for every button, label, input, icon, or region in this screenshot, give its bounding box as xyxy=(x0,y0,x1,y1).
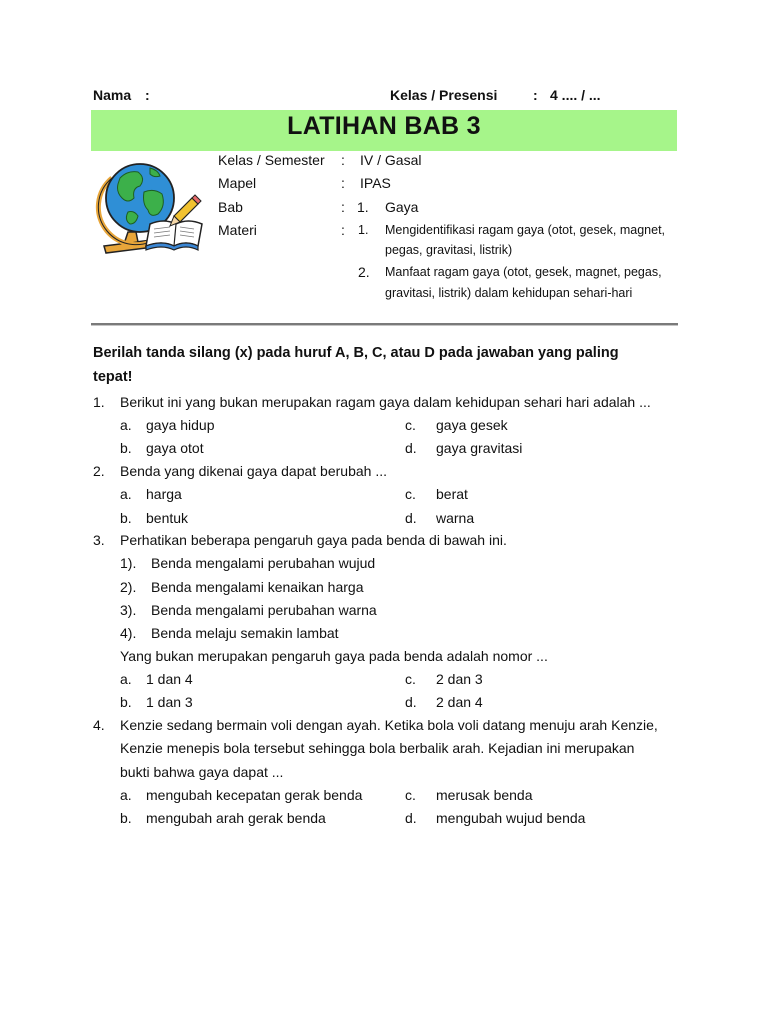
mapel-value: IPAS xyxy=(360,175,391,191)
question-1-number: 1. xyxy=(93,394,105,410)
q1-option-d: gaya gravitasi xyxy=(436,440,523,456)
q3-option-c: 2 dan 3 xyxy=(436,671,483,687)
title-band xyxy=(91,110,677,151)
section-divider xyxy=(91,323,678,326)
q4-option-d-letter: d. xyxy=(405,810,417,826)
materi-item-1-line-1: Mengidentifikasi ragam gaya (otot, gesek, magnet, xyxy=(385,223,666,237)
q3-subitem-4-number: 4). xyxy=(120,625,137,641)
q3-option-b: 1 dan 3 xyxy=(146,694,193,710)
q3-option-a-letter: a. xyxy=(120,671,132,687)
q3-subitem-2: Benda mengalami kenaikan harga xyxy=(151,579,364,595)
question-4-number: 4. xyxy=(93,717,105,733)
q3-subitem-4: Benda melaju semakin lambat xyxy=(151,625,339,641)
bab-value: Gaya xyxy=(385,199,419,215)
q4-option-c: merusak benda xyxy=(436,787,533,803)
globe-book-icon xyxy=(94,152,204,256)
materi-item-1-number: 1. xyxy=(358,223,369,237)
q1-option-c-letter: c. xyxy=(405,417,416,433)
instruction-line-1: Berilah tanda silang (x) pada huruf A, B, C, atau D pada jawaban yang paling xyxy=(93,345,619,361)
q3-subitem-1-number: 1). xyxy=(120,555,137,571)
q4-option-a: mengubah kecepatan gerak benda xyxy=(146,787,363,803)
q4-option-c-letter: c. xyxy=(405,787,416,803)
instruction-line-2: tepat! xyxy=(93,369,133,385)
q2-option-d: warna xyxy=(436,510,475,526)
q2-option-b: bentuk xyxy=(146,510,189,526)
q1-option-c: gaya gesek xyxy=(436,417,508,433)
materi-item-1-line-2: pegas, gravitasi, listrik) xyxy=(385,243,513,257)
q3-option-c-letter: c. xyxy=(405,671,416,687)
q3-subitem-3: Benda mengalami perubahan warna xyxy=(151,602,377,618)
kelas-presensi-value: 4 .... / ... xyxy=(550,87,601,103)
q4-option-d: mengubah wujud benda xyxy=(436,810,586,826)
bab-label: Bab xyxy=(218,199,243,215)
question-2-text: Benda yang dikenai gaya dapat berubah ... xyxy=(120,463,387,479)
kelas-semester-value: IV / Gasal xyxy=(360,152,422,168)
q2-option-b-letter: b. xyxy=(120,510,132,526)
q4-option-a-letter: a. xyxy=(120,787,132,803)
question-2-number: 2. xyxy=(93,463,105,479)
materi-item-2-line-2: gravitasi, listrik) dalam kehidupan sehari-hari xyxy=(385,286,633,300)
q1-option-a: gaya hidup xyxy=(146,417,215,433)
question-4-text-line-2: Kenzie menepis bola tersebut sehingga bola berbalik arah. Kejadian ini merupakan xyxy=(120,740,635,756)
q1-option-a-letter: a. xyxy=(120,417,132,433)
kelas-presensi-colon: : xyxy=(533,87,538,103)
question-4-text-line-1: Kenzie sedang bermain voli dengan ayah. Ketika bola voli datang menuju arah Kenzie, xyxy=(120,717,658,733)
materi-colon: : xyxy=(341,222,345,238)
q3-subitem-2-number: 2). xyxy=(120,579,137,595)
q2-option-a-letter: a. xyxy=(120,486,132,502)
q2-option-c: berat xyxy=(436,486,468,502)
q3-option-d: 2 dan 4 xyxy=(436,694,483,710)
materi-item-2-number: 2. xyxy=(358,264,370,280)
bab-number: 1. xyxy=(357,199,369,215)
q4-option-b: mengubah arah gerak benda xyxy=(146,810,326,826)
page-title: LATIHAN BAB 3 xyxy=(287,112,481,140)
bab-colon: : xyxy=(341,199,345,215)
q3-subitem-3-number: 3). xyxy=(120,602,137,618)
kelas-semester-colon: : xyxy=(341,152,345,168)
q3-option-b-letter: b. xyxy=(120,694,132,710)
question-4-text-line-3: bukti bahwa gaya dapat ... xyxy=(120,764,284,780)
question-3-text: Perhatikan beberapa pengaruh gaya pada benda di bawah ini. xyxy=(120,532,507,548)
kelas-presensi-label: Kelas / Presensi xyxy=(390,87,498,103)
nama-colon: : xyxy=(145,87,150,103)
nama-label: Nama xyxy=(93,87,132,103)
materi-label: Materi xyxy=(218,222,257,238)
q1-option-b: gaya otot xyxy=(146,440,204,456)
q2-option-a: harga xyxy=(146,486,182,502)
question-3-followup: Yang bukan merupakan pengaruh gaya pada benda adalah nomor ... xyxy=(120,648,548,664)
q3-option-a: 1 dan 4 xyxy=(146,671,193,687)
question-1-text: Berikut ini yang bukan merupakan ragam gaya dalam kehidupan sehari hari adalah ... xyxy=(120,394,651,410)
kelas-semester-label: Kelas / Semester xyxy=(218,152,325,168)
mapel-colon: : xyxy=(341,175,345,191)
student-header xyxy=(93,87,693,105)
q4-option-b-letter: b. xyxy=(120,810,132,826)
q1-option-b-letter: b. xyxy=(120,440,132,456)
q2-option-c-letter: c. xyxy=(405,486,416,502)
mapel-label: Mapel xyxy=(218,175,257,191)
q3-option-d-letter: d. xyxy=(405,694,417,710)
q2-option-d-letter: d. xyxy=(405,510,417,526)
materi-item-2-line-1: Manfaat ragam gaya (otot, gesek, magnet, pegas, xyxy=(385,265,662,279)
q3-subitem-1: Benda mengalami perubahan wujud xyxy=(151,555,376,571)
q1-option-d-letter: d. xyxy=(405,440,417,456)
question-3-number: 3. xyxy=(93,532,105,548)
